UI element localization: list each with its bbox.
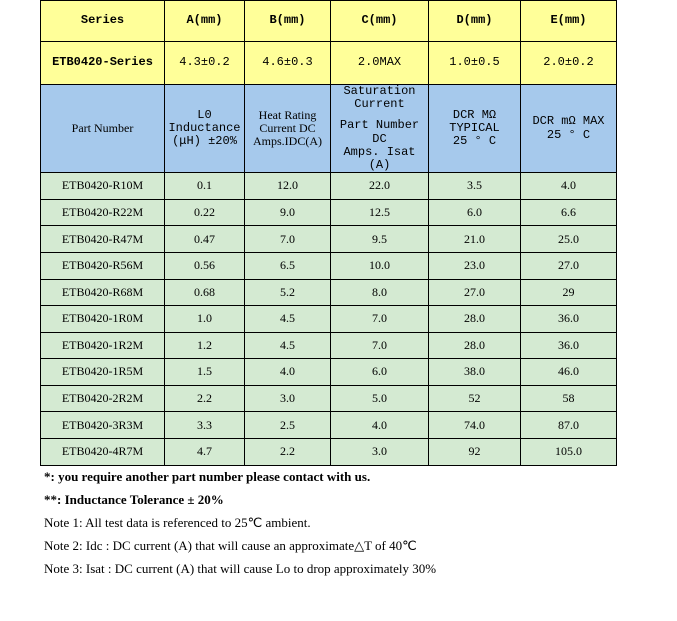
idc-cell: 7.0	[245, 226, 331, 253]
isat-cell: 4.0	[331, 412, 429, 439]
saturation-header-line: Part Number DC	[339, 118, 420, 146]
table-row	[41, 252, 617, 279]
table-row	[41, 385, 617, 412]
dcr-typical-cell: 21.0	[429, 226, 521, 253]
table-row	[41, 359, 617, 386]
note-contact: *: you require another part number please contact with us.	[44, 469, 371, 484]
table-row	[41, 306, 617, 333]
series-label: Series	[41, 1, 165, 42]
dcr-max-cell: 36.0	[521, 332, 617, 359]
dcr-max-cell: 46.0	[521, 359, 617, 386]
dcr-max-cell: 105.0	[521, 439, 617, 466]
heat-rating-header-line: Amps.IDC(A)	[253, 134, 322, 149]
dcr-max-header	[521, 85, 617, 173]
dcr-typical-header	[429, 85, 521, 173]
saturation-header	[331, 85, 429, 173]
note-tolerance: **: Inductance Tolerance ± 20%	[44, 492, 224, 507]
table-row	[41, 173, 617, 200]
dcr-max-header-line: 25 ° C	[546, 127, 591, 142]
idc-cell: 4.0	[245, 359, 331, 386]
part-number-cell: ETB0420-R68M	[41, 279, 165, 306]
part-number-cell: ETB0420-R22M	[41, 199, 165, 226]
part-number-cell: ETB0420-1R5M	[41, 359, 165, 386]
dcr-max-cell: 27.0	[521, 252, 617, 279]
dim-c-value: 2.0MAX	[331, 42, 429, 85]
series-name: ETB0420-Series	[41, 42, 165, 85]
inductance-cell: 1.5	[165, 359, 245, 386]
dcr-max-cell: 25.0	[521, 226, 617, 253]
table-row	[41, 199, 617, 226]
part-number-cell: ETB0420-3R3M	[41, 412, 165, 439]
data-rows	[41, 173, 617, 466]
isat-cell: 6.0	[331, 359, 429, 386]
dcr-typical-cell: 27.0	[429, 279, 521, 306]
dcr-typical-cell: 6.0	[429, 199, 521, 226]
table-row	[41, 279, 617, 306]
part-number-cell: ETB0420-2R2M	[41, 385, 165, 412]
part-number-cell: ETB0420-R47M	[41, 226, 165, 253]
isat-cell: 10.0	[331, 252, 429, 279]
dcr-typical-header-line: TYPICAL	[449, 120, 500, 135]
saturation-header-line: Current	[354, 97, 405, 112]
column-c-header: C(mm)	[331, 1, 429, 42]
idc-cell: 4.5	[245, 332, 331, 359]
dcr-typical-cell: 23.0	[429, 252, 521, 279]
idc-cell: 12.0	[245, 173, 331, 200]
header-row	[41, 1, 617, 42]
dcr-max-cell: 4.0	[521, 173, 617, 200]
isat-cell: 7.0	[331, 306, 429, 333]
inductance-cell: 2.2	[165, 385, 245, 412]
isat-cell: 3.0	[331, 439, 429, 466]
isat-cell: 7.0	[331, 332, 429, 359]
notes	[44, 465, 436, 580]
column-e-header: E(mm)	[521, 1, 617, 42]
inductance-header-line: Inductance	[168, 120, 241, 135]
dim-a-value: 4.3±0.2	[165, 42, 245, 85]
dcr-max-cell: 36.0	[521, 306, 617, 333]
isat-cell: 12.5	[331, 199, 429, 226]
idc-cell: 2.5	[245, 412, 331, 439]
dcr-max-cell: 58	[521, 385, 617, 412]
dcr-max-cell: 87.0	[521, 412, 617, 439]
inductance-cell: 1.2	[165, 332, 245, 359]
isat-cell: 22.0	[331, 173, 429, 200]
inductance-cell: 0.1	[165, 173, 245, 200]
idc-cell: 9.0	[245, 199, 331, 226]
table-row	[41, 332, 617, 359]
inductance-header-line: L0	[197, 107, 212, 122]
part-number-header: Part Number	[41, 85, 165, 173]
inductance-header-line: (μH) ±20%	[172, 134, 237, 149]
dcr-max-cell: 29	[521, 279, 617, 306]
inductance-header	[165, 85, 245, 173]
column-a-header: A(mm)	[165, 1, 245, 42]
dcr-typical-cell: 74.0	[429, 412, 521, 439]
table-row	[41, 439, 617, 466]
column-d-header: D(mm)	[429, 1, 521, 42]
part-number-cell: ETB0420-4R7M	[41, 439, 165, 466]
idc-cell: 4.5	[245, 306, 331, 333]
dcr-typical-header-line: 25 ° C	[452, 134, 497, 149]
dcr-max-cell: 6.6	[521, 199, 617, 226]
dim-d-value: 1.0±0.5	[429, 42, 521, 85]
idc-cell: 5.2	[245, 279, 331, 306]
dcr-typical-cell: 52	[429, 385, 521, 412]
note-3: Note 3: Isat : DC current (A) that will cause Lo to drop approximately 30%	[44, 561, 437, 576]
inductance-cell: 0.47	[165, 226, 245, 253]
idc-cell: 3.0	[245, 385, 331, 412]
part-number-cell: ETB0420-R10M	[41, 173, 165, 200]
dcr-typical-cell: 28.0	[429, 306, 521, 333]
table-row	[41, 226, 617, 253]
dcr-typical-cell: 38.0	[429, 359, 521, 386]
part-number-cell: ETB0420-R56M	[41, 252, 165, 279]
series-row	[41, 42, 617, 85]
inductance-cell: 4.7	[165, 439, 245, 466]
idc-cell: 6.5	[245, 252, 331, 279]
inductance-cell: 0.56	[165, 252, 245, 279]
inductance-cell: 1.0	[165, 306, 245, 333]
dcr-typical-cell: 3.5	[429, 173, 521, 200]
inductance-cell: 0.68	[165, 279, 245, 306]
saturation-header-line: Saturation	[343, 84, 416, 98]
isat-cell: 5.0	[331, 385, 429, 412]
dcr-typical-header-line: DCR MΩ	[452, 107, 497, 122]
saturation-header-line: Amps. Isat (A)	[343, 144, 416, 172]
column-b-header: B(mm)	[245, 1, 331, 42]
inductance-cell: 0.22	[165, 199, 245, 226]
part-number-cell: ETB0420-1R0M	[41, 306, 165, 333]
note-2: Note 2: Idc : DC current (A) that will cause an approximate△T of 40℃	[44, 538, 417, 553]
parameter-header-row	[41, 85, 617, 173]
dcr-max-header-line: DCR mΩ MAX	[532, 114, 605, 129]
inductance-cell: 3.3	[165, 412, 245, 439]
idc-cell: 2.2	[245, 439, 331, 466]
isat-cell: 9.5	[331, 226, 429, 253]
dcr-typical-cell: 28.0	[429, 332, 521, 359]
spec-table	[40, 0, 617, 466]
isat-cell: 8.0	[331, 279, 429, 306]
note-1: Note 1: All test data is referenced to 25℃ ambient.	[44, 515, 311, 530]
dcr-typical-cell: 92	[429, 439, 521, 466]
heat-rating-header-line: Heat Rating	[258, 107, 317, 122]
part-number-cell: ETB0420-1R2M	[41, 332, 165, 359]
dim-e-value: 2.0±0.2	[521, 42, 617, 85]
table-row	[41, 412, 617, 439]
heat-rating-header-line: Current DC	[259, 120, 316, 135]
heat-rating-header	[245, 85, 331, 173]
dim-b-value: 4.6±0.3	[245, 42, 331, 85]
